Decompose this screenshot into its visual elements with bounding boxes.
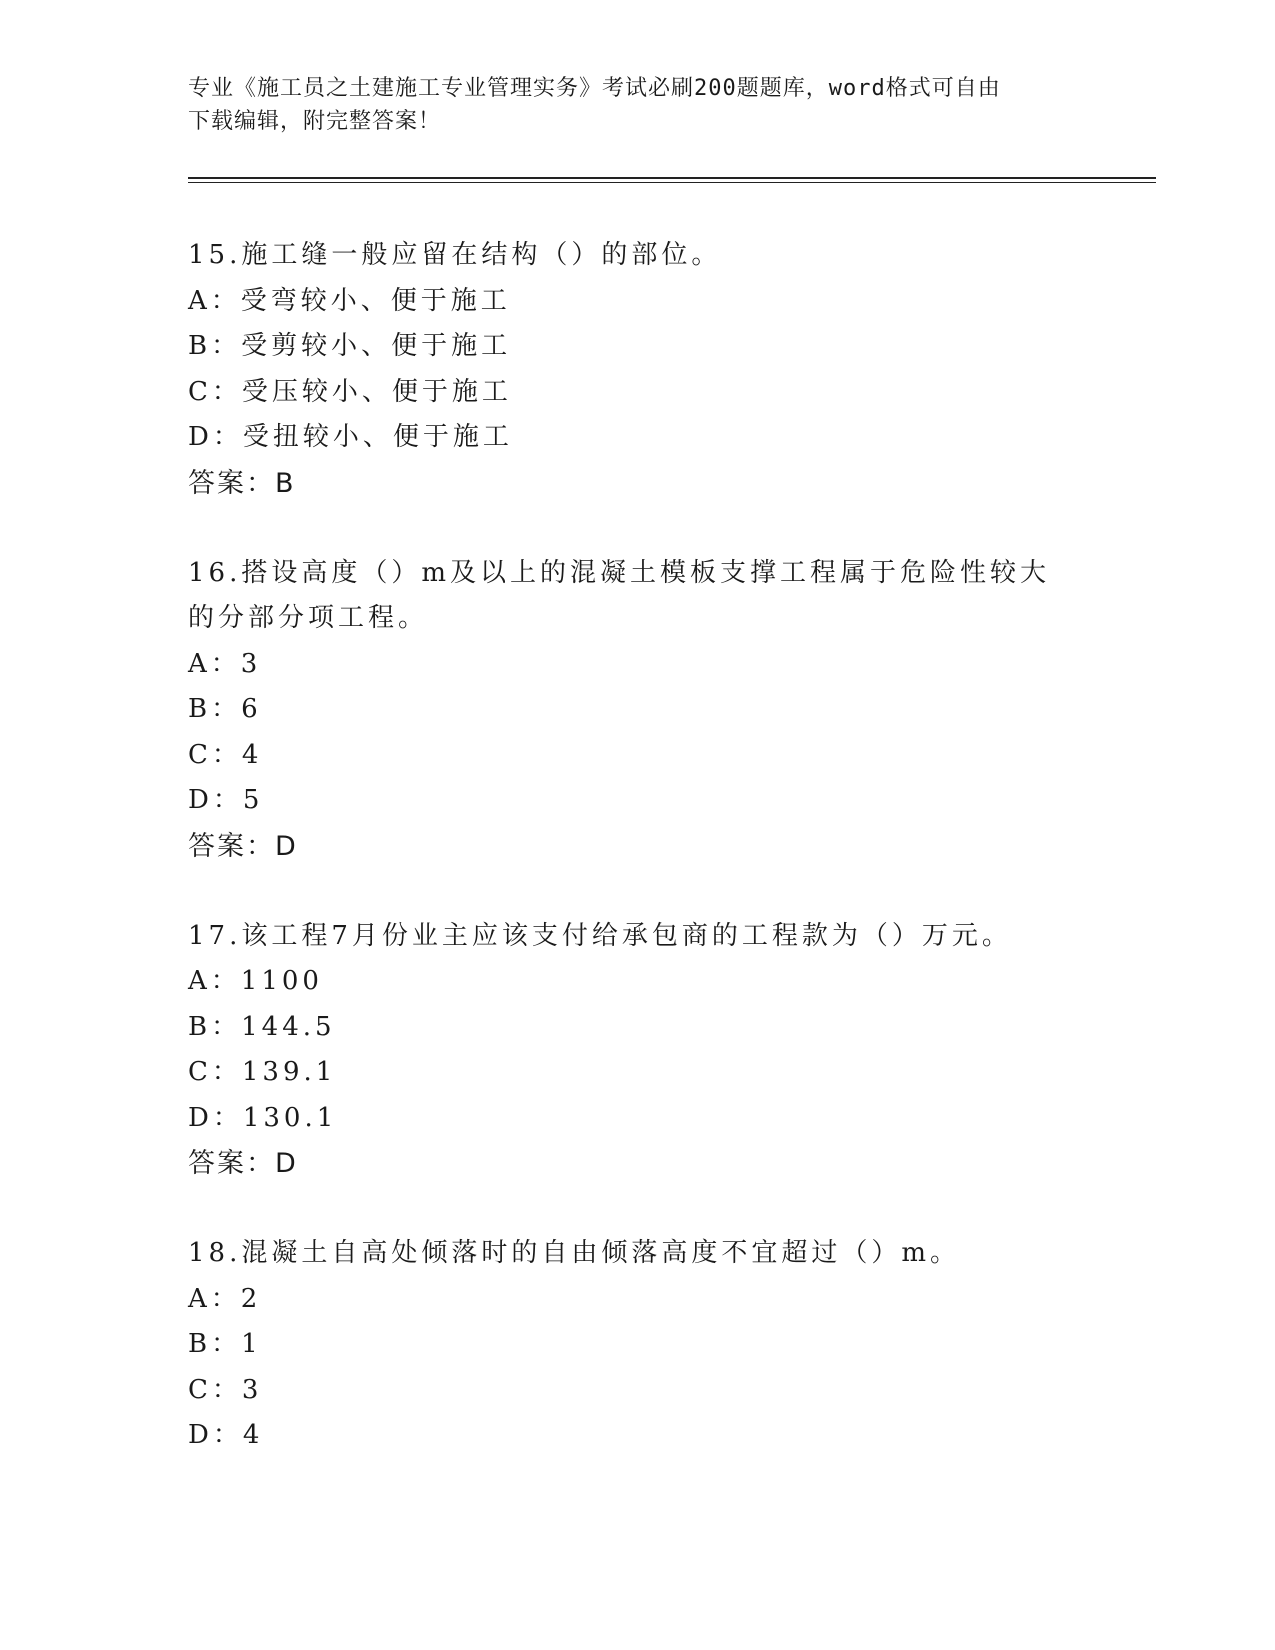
option-a: A：3 — [188, 648, 262, 679]
option-c: C：139.1 — [188, 1057, 337, 1087]
header-line-1: 专业《施工员之土建施工专业管理实务》考试必刷200题题库，word格式可自由 — [188, 76, 1001, 101]
header-divider-thick — [188, 177, 1156, 179]
option-d: D：受扭较小、便于施工 — [188, 422, 513, 452]
option-c: C：4 — [188, 739, 263, 770]
question-15 — [188, 233, 1088, 507]
question-stem: 17.该工程7月份业主应该支付给承包商的工程款为（）万元。 — [188, 920, 1012, 951]
option-d: D：5 — [188, 785, 264, 815]
option-a: A：1100 — [188, 966, 323, 996]
option-a: A：受弯较小、便于施工 — [188, 285, 511, 316]
answer-key: 答案：D — [188, 830, 298, 862]
option-d: D：4 — [188, 1420, 264, 1450]
header-divider-thin — [188, 182, 1156, 183]
question-16 — [188, 551, 1088, 870]
option-c: C：3 — [188, 1374, 263, 1405]
option-a: A：2 — [188, 1283, 262, 1314]
option-b: B：受剪较小、便于施工 — [188, 331, 512, 361]
question-list — [188, 233, 1088, 1503]
question-18 — [188, 1231, 1088, 1459]
question-stem: 18.混凝土自高处倾落时的自由倾落高度不宜超过（）m。 — [188, 1238, 961, 1268]
answer-key: 答案：B — [188, 467, 296, 499]
option-d: D：130.1 — [188, 1102, 338, 1133]
question-stem: 15.施工缝一般应留在结构（）的部位。 — [188, 240, 722, 270]
option-b: B：144.5 — [188, 1011, 336, 1042]
question-17 — [188, 914, 1088, 1188]
document-header — [188, 72, 1088, 138]
question-stem: 16.搭设高度（）m及以上的混凝土模板支撑工程属于危险性较大的分部分项工程。 — [188, 557, 1051, 633]
answer-key: 答案：D — [188, 1148, 298, 1179]
header-line-2: 下载编辑，附完整答案！ — [188, 109, 442, 134]
option-c: C：受压较小、便于施工 — [188, 376, 512, 407]
option-b: B：1 — [188, 1329, 262, 1359]
option-b: B：6 — [188, 694, 262, 724]
